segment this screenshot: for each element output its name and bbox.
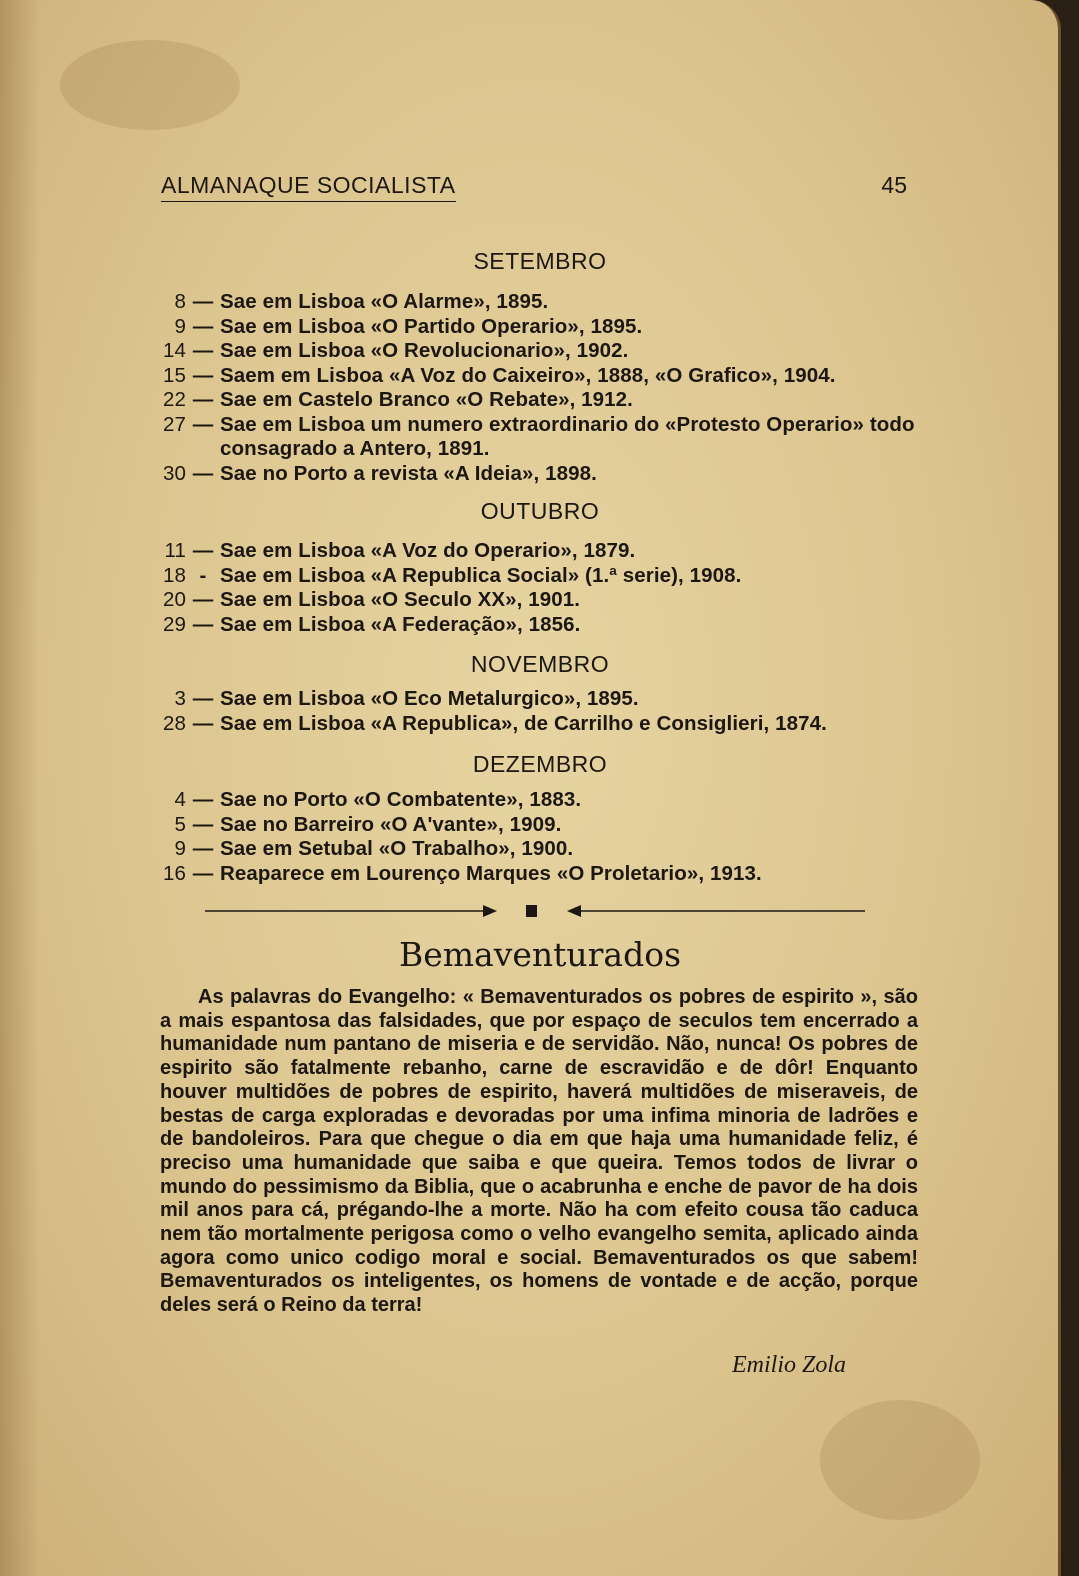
list-item: 11 — Sae em Lisboa «A Voz do Operario», 1879. [160, 539, 930, 564]
list-item: 27 — Sae em Lisboa um numero extraordinario do «Protesto Operario» todo consagrado a Antero, 1891. [160, 413, 930, 462]
entry-text: Sae em Lisboa «O Revolucionario», 1902. [220, 339, 629, 362]
entry-day: 16 [162, 861, 186, 885]
entry-text: Sae em Lisboa «A Republica», de Carrilho e Consiglieri, 1874. [220, 711, 827, 735]
article-author: Emilio Zola [731, 1352, 846, 1378]
entry-day: 5 [174, 812, 186, 836]
list-item: 5 — Sae no Barreiro «O A'vante», 1909. [160, 813, 930, 838]
list-item: 3 — Sae em Lisboa «O Eco Metalurgico», 1895. [160, 687, 930, 712]
running-title: ALMANAQUE SOCIALISTA [161, 172, 456, 198]
entry-day: 22 [162, 388, 186, 411]
month-heading: OUTUBRO [480, 498, 600, 524]
list-item: 14 — Sae em Lisboa «O Revolucionario», 1902. [160, 339, 930, 364]
entry-text: Sae em Lisboa «A Voz do Operario», 1879. [220, 539, 636, 562]
list-item: 20 — Sae em Lisboa «O Seculo XX», 1901. [160, 588, 930, 613]
list-item: 16 — Reaparece em Lourenço Marques «O Proletario», 1913. [160, 862, 930, 887]
square-icon [526, 905, 537, 917]
list-item: 30 — Sae no Porto a revista «A Ideia», 1898. [160, 462, 930, 487]
list-item: 18 - Sae em Lisboa «A Republica Social» (1.ª serie), 1908. [160, 564, 930, 589]
list-item: 8 — Sae em Lisboa «O Alarme», 1895. [160, 290, 930, 315]
list-item: 22 — Sae em Castelo Branco «O Rebate», 1912. [160, 388, 930, 413]
entry-text: Sae em Lisboa «A Republica Social» (1.ª serie), 1908. [220, 563, 742, 587]
entry-text: Reaparece em Lourenço Marques «O Proletario», 1913. [220, 861, 762, 885]
entry-day: 14 [162, 339, 186, 362]
list-item: 15 — Saem em Lisboa «A Voz do Caixeiro», 1888, «O Grafico», 1904. [160, 364, 930, 389]
entry-day: 29 [162, 612, 186, 636]
right-arrow-icon [483, 905, 497, 917]
entry-list [160, 788, 930, 886]
list-item: 29 — Sae em Lisboa «A Federação», 1856. [160, 613, 930, 638]
entry-day: 9 [174, 837, 186, 860]
running-header [161, 172, 921, 206]
entry-day: 11 [164, 539, 186, 562]
entry-text: Sae em Setubal «O Trabalho», 1900. [220, 837, 574, 860]
entry-list [160, 539, 930, 637]
entry-day: 28 [162, 711, 186, 735]
entry-text: Sae em Castelo Branco «O Rebate», 1912. [220, 388, 633, 411]
entry-text: Sae no Porto «O Combatente», 1883. [220, 788, 582, 811]
list-item: 9 — Sae em Setubal «O Trabalho», 1900. [160, 837, 930, 862]
ornament-divider [205, 900, 865, 922]
entry-text: Sae em Lisboa «A Federação», 1856. [220, 612, 581, 636]
month-heading: SETEMBRO [473, 248, 607, 274]
list-item: 28 — Sae em Lisboa «A Republica», de Carrilho e Consiglieri, 1874. [160, 712, 930, 737]
entry-list [160, 290, 930, 486]
entry-day: 30 [162, 461, 186, 485]
entry-day: 8 [174, 290, 186, 313]
entry-day: 4 [174, 788, 186, 811]
entry-day: 18 [162, 563, 186, 587]
list-item: 4 — Sae no Porto «O Combatente», 1883. [160, 788, 930, 813]
entry-text: Sae em Lisboa um numero extraordinario do «Protesto Operario» todo consagrado a Antero, 1891. [220, 412, 915, 460]
paper-stain [60, 40, 240, 130]
entry-text: Sae em Lisboa «O Alarme», 1895. [220, 290, 549, 313]
entry-day: 15 [162, 363, 186, 387]
entry-list [160, 687, 930, 736]
entry-day: 3 [174, 687, 186, 710]
list-item: 9 — Sae em Lisboa «O Partido Operario», 1895. [160, 315, 930, 340]
entry-text: Sae em Lisboa «O Eco Metalurgico», 1895. [220, 687, 639, 710]
entry-text: Saem em Lisboa «A Voz do Caixeiro», 1888, «O Grafico», 1904. [220, 363, 836, 387]
article-title: Bemaventurados [398, 935, 682, 974]
month-heading: NOVEMBRO [470, 651, 610, 677]
entry-day: 20 [162, 588, 186, 611]
entry-day: 9 [174, 314, 186, 338]
article-body: As palavras do Evangelho: « Bemaventurados os pobres de espirito », são a mais espantosa das falsidades, que por espaço de seculos tem encerrado a humanidade num pantano de miseria e de servidão. Não, nunca! Os pobres de espirito são fatalmente rebanho, carne de escravidão e de dôr! Enquanto houver multidões de pobres de espirito, haverá multidões de miseraveis, de bestas de carga exploradas e devoradas por uma infima minoria de ladrões e de bandoleiros. Para que chegue o dia em que haja uma humanidade feliz, é preciso uma humanidade que saiba e que queira. Temos todos de livrar o mundo do pessimismo da Biblia, que o acabrunha e enche de pavor de ha dois mil anos para cá, prégando-lhe a morte. Não ha com efeito cousa tão caduca nem tão mortalmente perigosa como o velho evangelho semita, aplicado ainda agora como unico codigo moral e social. Bemaventurados os que sabem! Bemaventurados os inteligentes, os homens de vontade e de acção, porque deles será o Reino da terra! [160, 986, 918, 1317]
page-number: 45 [881, 172, 907, 198]
entry-text: Sae no Porto a revista «A Ideia», 1898. [220, 461, 597, 485]
entry-text: Sae no Barreiro «O A'vante», 1909. [220, 812, 562, 836]
left-arrow-icon [567, 905, 581, 917]
entry-text: Sae em Lisboa «O Seculo XX», 1901. [220, 588, 581, 611]
entry-day: 27 [162, 412, 186, 436]
month-heading: DEZEMBRO [472, 751, 608, 777]
paper-stain [820, 1400, 980, 1520]
entry-text: Sae em Lisboa «O Partido Operario», 1895. [220, 314, 643, 338]
